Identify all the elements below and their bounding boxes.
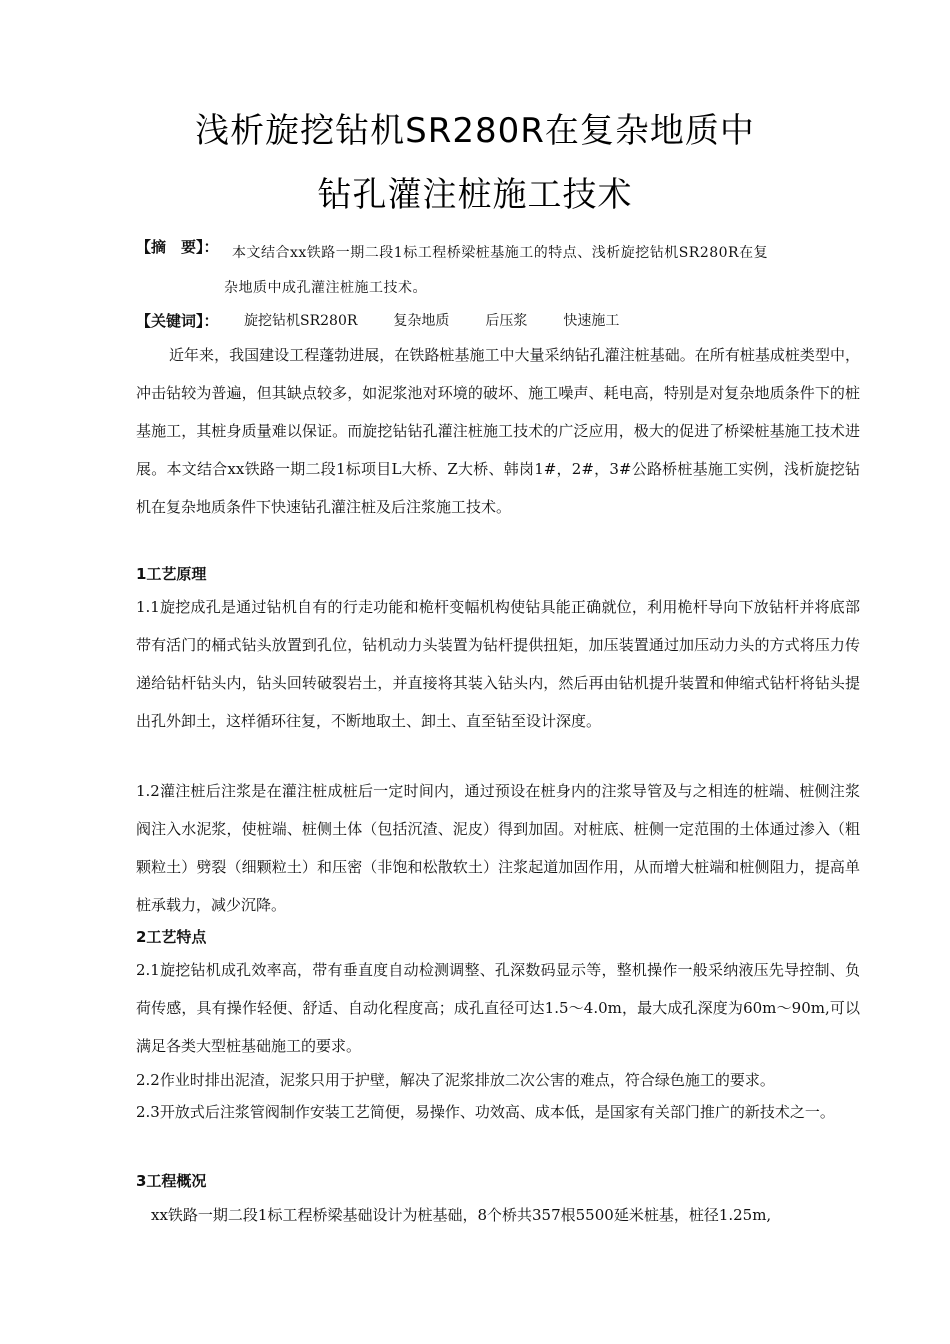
abstract-text xyxy=(224,236,872,306)
paragraph-1-2: 1.2灌注桩后注浆是在灌注桩成桩后一定时间内，通过预设在桩身内的注浆导管及与之相连的桩端、桩侧注浆阀注入水泥浆，使桩端、桩侧土体（包括沉渣、泥皮）得到加固。对桩底、桩侧一定范围的土体通过渗入（粗颗粒土）劈裂（细颗粒土）和压密（非饱和松散软土）注浆起道加固作用，从而增大桩端和桩侧阻力，提高单桩承载力，减少沉降。 xyxy=(136,782,860,914)
intro-paragraph: 近年来，我国建设工程蓬勃进展，在铁路桩基施工中大量采纳钻孔灌注桩基础。在所有桩基成桩类型中，冲击钻较为普遍，但其缺点较多，如泥浆池对环境的破坏、施工噪声、耗电高，特别是对复杂地质条件下的桩基施工，其桩身质量难以保证。而旋挖钻钻孔灌注桩施工技术的广泛应用，极大的促进了桥梁桩基施工技术进展。本文结合xx铁路一期二段1标项目L大桥、Z大桥、韩岗1#，2#，3#公路桥桩基施工实例，浅析旋挖钻机在复杂地质条件下快速钻孔灌注桩及后注浆施工技术。 xyxy=(136,346,860,516)
keywords-list xyxy=(244,310,619,330)
paragraph-2-2: 2.2作业时排出泥渣，泥浆只用于护壁，解决了泥浆排放二次公害的难点，符合绿色施工的要求。 xyxy=(136,1071,775,1089)
paragraph-3-1: xx铁路一期二段1标工程桥梁基础设计为桩基础，8个桥共357根5500延米桩基，桩径1.25m, xyxy=(151,1206,772,1224)
keyword-item: 旋挖钻机SR280R xyxy=(244,313,358,329)
section-heading-1: 1工艺原理 xyxy=(136,565,207,583)
paragraph-2-3: 2.3开放式后注浆管阀制作安装工艺简便，易操作、功效高、成本低，是国家有关部门推广的新技术之一。 xyxy=(136,1103,835,1121)
abstract-line1: 本文结合xx铁路一期二段1标工程桥梁桩基施工的特点、浅析旋挖钻机SR280R在复 xyxy=(232,245,769,261)
keyword-item: 后压浆 xyxy=(485,313,528,329)
keyword-item: 复杂地质 xyxy=(393,313,450,329)
keyword-item: 快速施工 xyxy=(563,313,620,329)
keywords-label: 【关键词】： xyxy=(136,312,219,330)
document-title-line2: 钻孔灌注桩施工技术 xyxy=(317,175,633,215)
abstract-label: 【摘 要】： xyxy=(136,238,219,256)
abstract-line2: 杂地质中成孔灌注桩施工技术。 xyxy=(224,280,427,296)
section-heading-2: 2工艺特点 xyxy=(136,928,207,946)
document-title-line1: 浅析旋挖钻机SR280R在复杂地质中 xyxy=(195,111,755,151)
paragraph-1-1: 1.1旋挖成孔是通过钻机自有的行走功能和桅杆变幅机构使钻具能正确就位，利用桅杆导向下放钻杆并将底部带有活门的桶式钻头放置到孔位，钻机动力头装置为钻杆提供扭矩，加压装置通过加压动力头的方式将压力传递给钻杆钻头内，钻头回转破裂岩土，并直接将其装入钻头内，然后再由钻机提升装置和伸缩式钻杆将钻头提出孔外卸土，这样循环往复，不断地取土、卸土、直至钻至设计深度。 xyxy=(136,598,860,730)
section-heading-3: 3工程概况 xyxy=(136,1172,207,1190)
paragraph-2-1: 2.1旋挖钻机成孔效率高，带有垂直度自动检测调整、孔深数码显示等，整机操作一般采纳液压先导控制、负荷传感，具有操作轻便、舒适、自动化程度高；成孔直径可达1.5～4.0m，最大成孔深度为60m～90m,可以满足各类大型桩基础施工的要求。 xyxy=(136,961,860,1055)
